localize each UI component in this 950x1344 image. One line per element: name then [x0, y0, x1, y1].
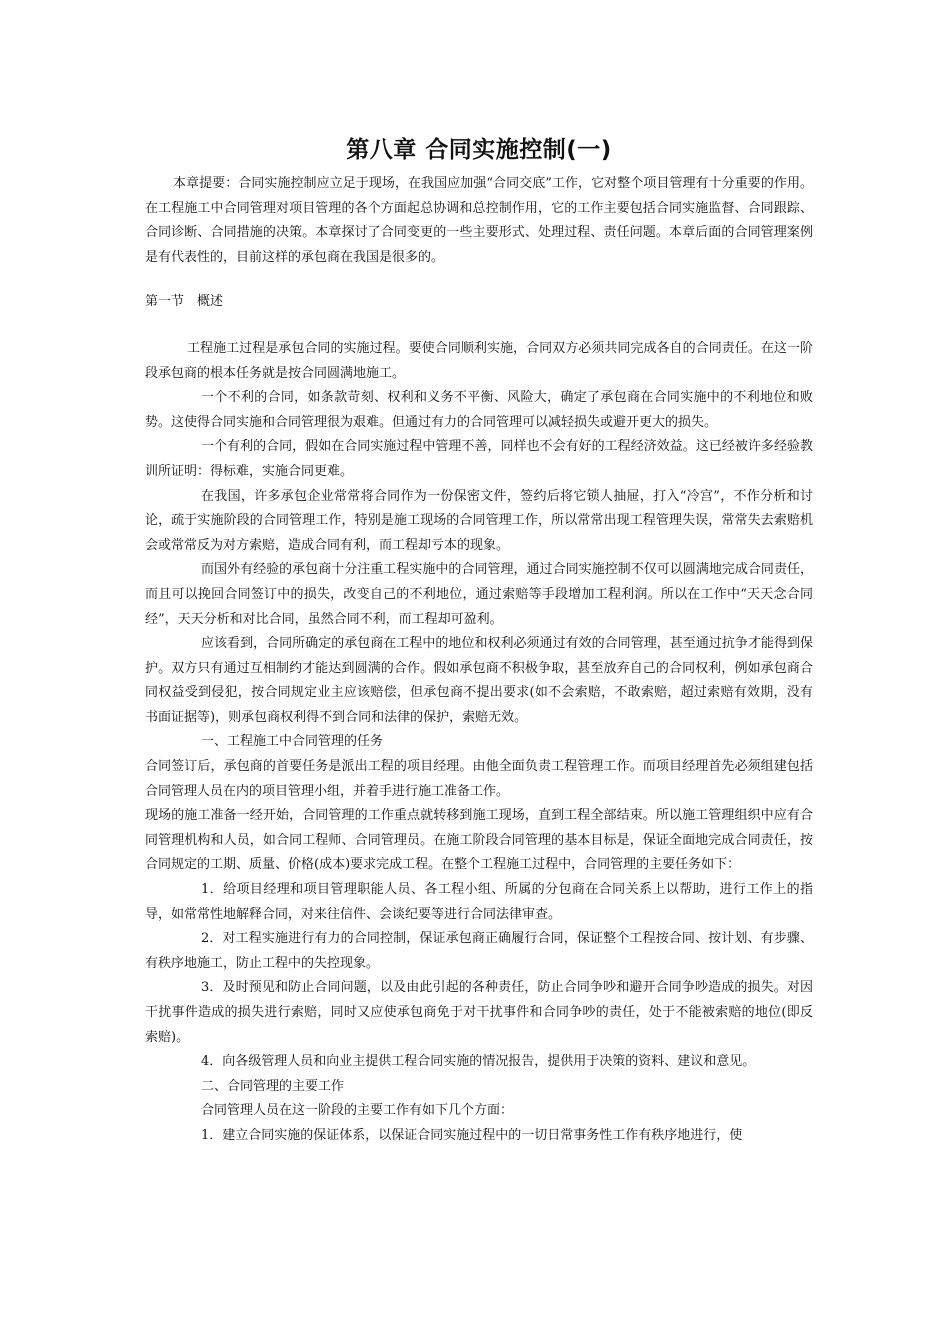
paragraph: 合同签订后，承包商的首要任务是派出工程的项目经理。由他全面负责工程管理工作。而项目经理首先必须组建包括合同管理人员在内的项目管理小组，并着手进行施工准备工作。: [145, 759, 813, 799]
document-body: [145, 172, 813, 1149]
paragraph: 合同管理人员在这一阶段的主要工作有如下几个方面：: [201, 1103, 514, 1119]
paragraph: 一个不利的合同，如条款苛刻、权利和义务不平衡、风险大，确定了承包商在合同实施中的不利地位和败势。这使得合同实施和合同管理很为艰难。但通过有力的合同管理可以减轻损失或避开更大的损失。: [145, 390, 813, 430]
chapter-abstract: 本章提要：合同实施控制应立足于现场，在我国应加强“合同交底”工作，它对整个项目管理有十分重要的作用。在工程施工中合同管理对项目管理的各个方面起总协调和总控制作用，它的工作主要包括合同实施监督、合同跟踪、合同诊断、合同措施的决策。本章探讨了合同变更的一些主要形式、处理过程、责任问题。本章后面的合同管理案例是有代表性的，目前这样的承包商在我国是很多的。: [145, 176, 813, 265]
list-item: 1．建立合同实施的保证体系，以保证合同实施过程中的一切日常事务性工作有秩序地进行，使: [201, 1127, 743, 1143]
list-item: 4．向各级管理人员和向业主提供工程合同实施的情况报告，提供用于决策的资料、建议和意见。: [201, 1054, 756, 1070]
subsection-heading: 一、工程施工中合同管理的任务: [201, 734, 384, 750]
subsection-heading: 二、合同管理的主要工作: [201, 1078, 345, 1094]
list-item: 1．给项目经理和项目管理职能人员、各工程小组、所属的分包商在合同关系上以帮助，进行工作上的指导，如常常性地解释合同，对来往信件、会谈纪要等进行合同法律审查。: [145, 882, 813, 922]
paragraph: 应该看到，合同所确定的承包商在工程中的地位和权利必须通过有效的合同管理，甚至通过抗争才能得到保护。双方只有通过互相制约才能达到圆满的合作。假如承包商不积极争取，甚至放弃自己的合同权利，例如承包商合同权益受到侵犯，按合同规定业主应该赔偿，但承包商不提出要求(如不会索赔，不敢索赔，超过索赔有效期，没有书面证据等)，则承包商权利得不到合同和法律的保护，索赔无效。: [145, 636, 813, 725]
paragraph: 工程施工过程是承包合同的实施过程。要使合同顺利实施，合同双方必须共同完成各自的合同责任。在这一阶段承包商的根本任务就是按合同圆满地施工。: [145, 340, 813, 381]
paragraph: 现场的施工准备一经开始，合同管理的工作重点就转移到施工现场，直到工程全部结束。所以施工管理组织中应有合同管理机构和人员，如合同工程师、合同管理员。在施工阶段合同管理的基本目标是，保证全面地完成合同责任，按合同规定的工期、质量、价格(成本)要求完成工程。在整个工程施工过程中，合同管理的主要任务如下：: [145, 808, 813, 873]
chapter-title: 第八章 合同实施控制(一): [346, 137, 612, 163]
paragraph: 在我国，许多承包企业常常将合同作为一份保密文件，签约后将它锁人抽屉，打入“冷宫”，不作分析和讨论，疏于实施阶段的合同管理工作，特别是施工现场的合同管理工作，所以常常出现工程管理失误，常常失去索赔机会或常常反为对方索赔，造成合同有利，而工程却亏本的现象。: [145, 488, 813, 553]
list-item: 3．及时预见和防止合同问题，以及由此引起的各种责任，防止合同争吵和避开合同争吵造成的损失。对因干扰事件造成的损失进行索赔，同时又应使承包商免于对干扰事件和合同争吵的责任，处于不能被索赔的地位(即反索赔)。: [145, 980, 813, 1045]
list-item: 2．对工程实施进行有力的合同控制，保证承包商正确履行合同，保证整个工程按合同、按计划、有步骤、有秩序地施工，防止工程中的失控现象。: [145, 931, 813, 971]
paragraph: 而国外有经验的承包商十分注重工程实施中的合同管理，通过合同实施控制不仅可以圆满地完成合同责任，而且可以挽回合同签订中的损失，改变自己的不利地位，通过索赔等手段增加工程利润。所以在工作中“天天念合同经”，天天分析和对比合同，虽然合同不利，而工程却可盈利。: [145, 562, 813, 627]
paragraph: 一个有利的合同，假如在合同实施过程中管理不善，同样也不会有好的工程经济效益。这已经被许多经验教训所证明：得标难，实施合同更难。: [145, 439, 813, 479]
section-heading: 第一节 概述: [145, 294, 224, 310]
